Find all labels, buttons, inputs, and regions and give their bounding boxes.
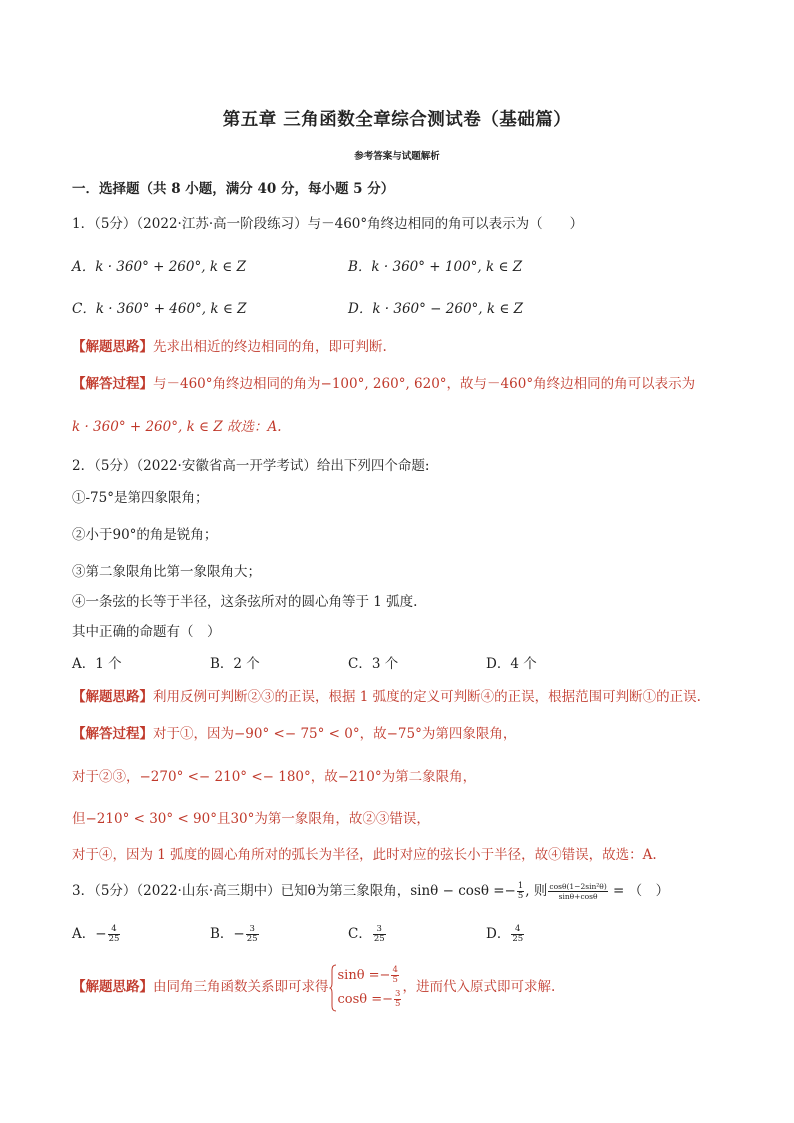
left-brace-icon <box>329 964 337 1012</box>
fraction-denominator: 5 <box>395 998 401 1009</box>
q1-stem: 1．（5分）（2022·江苏·高一阶段练习）与－460°角终边相同的角可以表示为（ ） <box>72 216 584 232</box>
option-fraction <box>511 925 524 944</box>
equation-row-sin <box>338 964 403 988</box>
q1-option-c: C．k · 360° + 460°, k ∈ Z <box>72 301 247 317</box>
q2-option-c: C．3 个 <box>348 656 399 672</box>
q1-option-d: D．k · 360° − 260°, k ∈ Z <box>348 301 524 317</box>
q3-stem-a: 3．（5分）（2022·山东·高三期中）已知θ为第三象限角，sinθ − cosθ =− <box>72 883 516 899</box>
q2-process-1 <box>72 725 516 743</box>
option-label: D． <box>486 926 511 942</box>
q3-option-c <box>348 925 387 944</box>
q2-option-b: B．2 个 <box>210 656 260 672</box>
q3-idea-text-a: 由同角三角函数关系即可求得 <box>153 979 329 995</box>
q1-option-a: A．k · 360° + 260°, k ∈ Z <box>72 259 246 275</box>
q1-idea-text: 先求出相近的终边相同的角，即可判断. <box>153 339 387 355</box>
fraction-numerator: 4 <box>392 964 398 975</box>
q3-option-b <box>210 925 260 944</box>
q1-process-text-1: 与－460°角终边相同的角为−100°, 260°, 620°，故与－460°角终边相同的角可以表示为 <box>153 376 696 392</box>
q1-idea <box>72 338 387 356</box>
q3-stem <box>72 882 669 901</box>
q3-idea-text-b: ，进而代入原式即可求解. <box>402 979 556 995</box>
equation-row-cos <box>338 988 403 1012</box>
process-tag: 【解答过程】 <box>72 726 153 742</box>
q3-idea <box>72 963 555 1012</box>
q3-stem-fraction <box>517 882 524 901</box>
option-label: C． <box>348 926 372 942</box>
q2-process-3: 但−210° < 30° < 90°且30°为第一象限角，故②③错误， <box>72 811 430 827</box>
fraction-numerator: 3 <box>246 925 259 935</box>
q3-stem-b: , 则 <box>525 883 548 899</box>
q2-idea <box>72 688 701 706</box>
fraction-denominator: 25 <box>246 934 258 944</box>
q2-ask: 其中正确的命题有（ ） <box>72 624 221 640</box>
page-title: 第五章 三角函数全章综合测试卷（基础篇） <box>222 110 572 130</box>
fraction-numerator: 3 <box>395 988 401 999</box>
fraction-denominator: 5 <box>517 891 524 901</box>
q2-item-1: ①-75°是第四象限角； <box>72 490 209 506</box>
q3-option-a <box>72 925 121 944</box>
q2-process-text-1: 对于①，因为−90° <− 75° < 0°，故−75°为第四象限角， <box>153 726 517 742</box>
idea-tag: 【解题思路】 <box>72 979 153 995</box>
idea-tag: 【解题思路】 <box>72 339 153 355</box>
q2-item-4: ④一条弦的长等于半径，这条弦所对的圆心角等于 1 弧度. <box>72 594 418 610</box>
q3-expression-fraction <box>548 882 607 901</box>
equation-lhs: sinθ =− <box>337 967 391 983</box>
page-subtitle: 参考答案与试题解析 <box>354 151 440 162</box>
equation-system <box>329 964 403 1012</box>
q2-process-2: 对于②③，−270° <− 210° <− 180°，故−210°为第二象限角， <box>72 769 477 785</box>
equation-fraction <box>391 966 398 985</box>
fraction-denominator: 25 <box>373 934 385 944</box>
fraction-numerator: 1 <box>517 881 524 891</box>
option-fraction <box>246 925 259 944</box>
fraction-denominator: sinθ+cosθ <box>558 892 598 901</box>
equation-lhs: cosθ =− <box>337 991 394 1007</box>
q2-idea-text: 利用反例可判断②③的正误，根据 1 弧度的定义可判断④的正误，根据范围可判断①的正误. <box>153 689 701 705</box>
option-fraction <box>108 925 121 944</box>
q2-item-3: ③第二象限角比第一象限角大； <box>72 564 261 580</box>
option-fraction <box>373 925 386 944</box>
option-label: A．− <box>72 926 107 942</box>
q2-item-2: ②小于90°的角是锐角； <box>72 527 218 543</box>
q1-process-2: k · 360° + 260°, k ∈ Z 故选：A. <box>72 419 282 435</box>
fraction-numerator: 4 <box>511 925 524 935</box>
fraction-numerator: 3 <box>373 925 386 935</box>
q2-process-4: 对于④，因为 1 弧度的圆心角所对的弧长为半径，此时对应的弦长小于半径，故④错误，故选：A. <box>72 847 657 863</box>
fraction-numerator: 4 <box>108 925 121 935</box>
fraction-denominator: 5 <box>392 974 398 985</box>
q1-process-1 <box>72 375 695 393</box>
fraction-denominator: 25 <box>108 934 120 944</box>
q1-option-b: B．k · 360° + 100°, k ∈ Z <box>348 259 523 275</box>
option-label: B．− <box>210 926 245 942</box>
fraction-denominator: 25 <box>512 934 524 944</box>
q3-option-d <box>486 925 525 944</box>
q2-stem: 2．（5分）（2022·安徽省高一开学考试）给出下列四个命题: <box>72 458 430 474</box>
process-tag: 【解答过程】 <box>72 376 153 392</box>
section-heading: 一．选择题（共 8 小题，满分 40 分，每小题 5 分） <box>72 181 395 197</box>
fraction-numerator: cosθ(1−2sin²θ) <box>549 882 607 891</box>
q2-option-d: D．4 个 <box>486 656 537 672</box>
q2-option-a: A．1 个 <box>72 656 122 672</box>
idea-tag: 【解题思路】 <box>72 689 153 705</box>
q3-stem-c: = （ ） <box>608 883 670 899</box>
equation-fraction <box>394 990 401 1009</box>
